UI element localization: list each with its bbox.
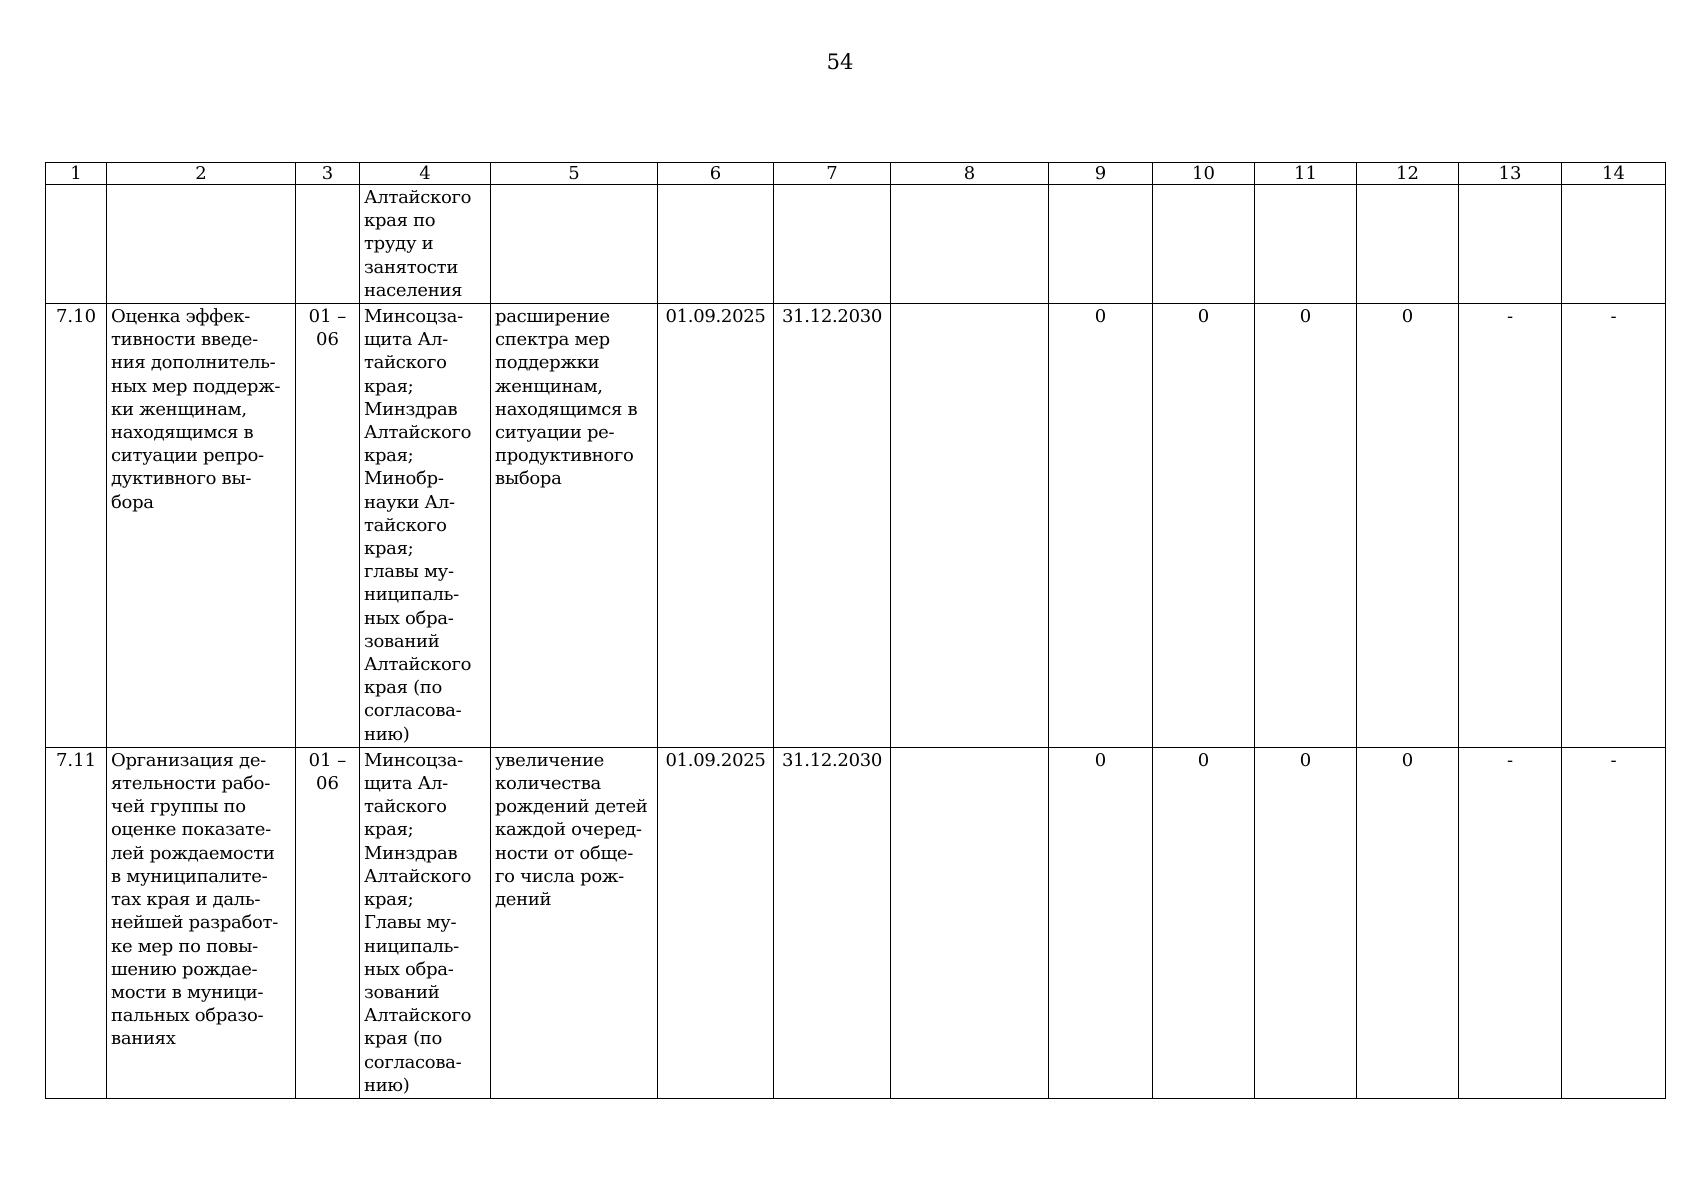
column-header: 7 [774, 163, 891, 185]
table-row [46, 185, 1666, 304]
cell-number: 7.10 [46, 304, 107, 748]
cell-col9: 0 [1049, 747, 1153, 1098]
cell-activity: Организация де- ятельности рабо- чей группы по оценке показате- лей рождаемости в муниципалите- тах края и даль- нейшей разработ- ке мер по повы- шению рождае- мости в муници- пальных образо- ваниях [107, 747, 296, 1098]
cell-col12: 0 [1357, 747, 1459, 1098]
cell-activity [107, 185, 296, 304]
cell-activity: Оценка эффек- тивности введе- ния дополнитель- ных мер поддерж- ки женщинам, находящимся в ситуации репро- дуктивного вы- бора [107, 304, 296, 748]
cell-col10: 0 [1153, 304, 1255, 748]
cell-col11: 0 [1255, 304, 1357, 748]
cell-end-date [774, 185, 891, 304]
cell-col10: 0 [1153, 747, 1255, 1098]
cell-col13: - [1459, 747, 1562, 1098]
cell-result: расширение спектра мер поддержки женщинам, находящимся в ситуации ре- продуктивного выбора [491, 304, 658, 748]
table-row [46, 304, 1666, 748]
cell-col10 [1153, 185, 1255, 304]
column-header: 13 [1459, 163, 1562, 185]
program-table [45, 162, 1666, 1099]
cell-col9 [1049, 185, 1153, 304]
cell-result [491, 185, 658, 304]
cell-start-date [658, 185, 774, 304]
column-header: 12 [1357, 163, 1459, 185]
cell-executor: Алтайского края по труду и занятости населения [360, 185, 491, 304]
header-row [46, 163, 1666, 185]
cell-col11 [1255, 185, 1357, 304]
column-header: 8 [891, 163, 1049, 185]
cell-number [46, 185, 107, 304]
column-header: 10 [1153, 163, 1255, 185]
cell-code: 01 – 06 [296, 304, 360, 748]
column-header: 1 [46, 163, 107, 185]
cell-executor: Минсоцза- щита Ал- тайского края; Минздрав Алтайского края; Главы му- ниципаль- ных обра- зований Алтайского края (по согласова- нию) [360, 747, 491, 1098]
page-number: 54 [826, 50, 854, 74]
cell-start-date: 01.09.2025 [658, 747, 774, 1098]
column-header: 6 [658, 163, 774, 185]
cell-col12: 0 [1357, 304, 1459, 748]
column-header: 9 [1049, 163, 1153, 185]
column-header: 4 [360, 163, 491, 185]
cell-col8 [891, 747, 1049, 1098]
cell-col11: 0 [1255, 747, 1357, 1098]
cell-col9: 0 [1049, 304, 1153, 748]
cell-code: 01 – 06 [296, 747, 360, 1098]
cell-col8 [891, 185, 1049, 304]
cell-col14: - [1562, 304, 1666, 748]
cell-col14: - [1562, 747, 1666, 1098]
cell-result: увеличение количества рождений детей каждой очеред- ности от обще- го числа рож- дений [491, 747, 658, 1098]
cell-col12 [1357, 185, 1459, 304]
cell-code [296, 185, 360, 304]
table-row [46, 747, 1666, 1098]
column-header: 3 [296, 163, 360, 185]
cell-col13 [1459, 185, 1562, 304]
column-header: 14 [1562, 163, 1666, 185]
cell-executor: Минсоцза- щита Ал- тайского края; Минздрав Алтайского края; Минобр- науки Ал- тайского края; главы му- ниципаль- ных обра- зований Алтайского края (по согласова- нию) [360, 304, 491, 748]
column-header: 11 [1255, 163, 1357, 185]
cell-start-date: 01.09.2025 [658, 304, 774, 748]
column-header: 2 [107, 163, 296, 185]
column-header: 5 [491, 163, 658, 185]
cell-col8 [891, 304, 1049, 748]
cell-number: 7.11 [46, 747, 107, 1098]
cell-col13: - [1459, 304, 1562, 748]
cell-end-date: 31.12.2030 [774, 747, 891, 1098]
cell-end-date: 31.12.2030 [774, 304, 891, 748]
cell-col14 [1562, 185, 1666, 304]
